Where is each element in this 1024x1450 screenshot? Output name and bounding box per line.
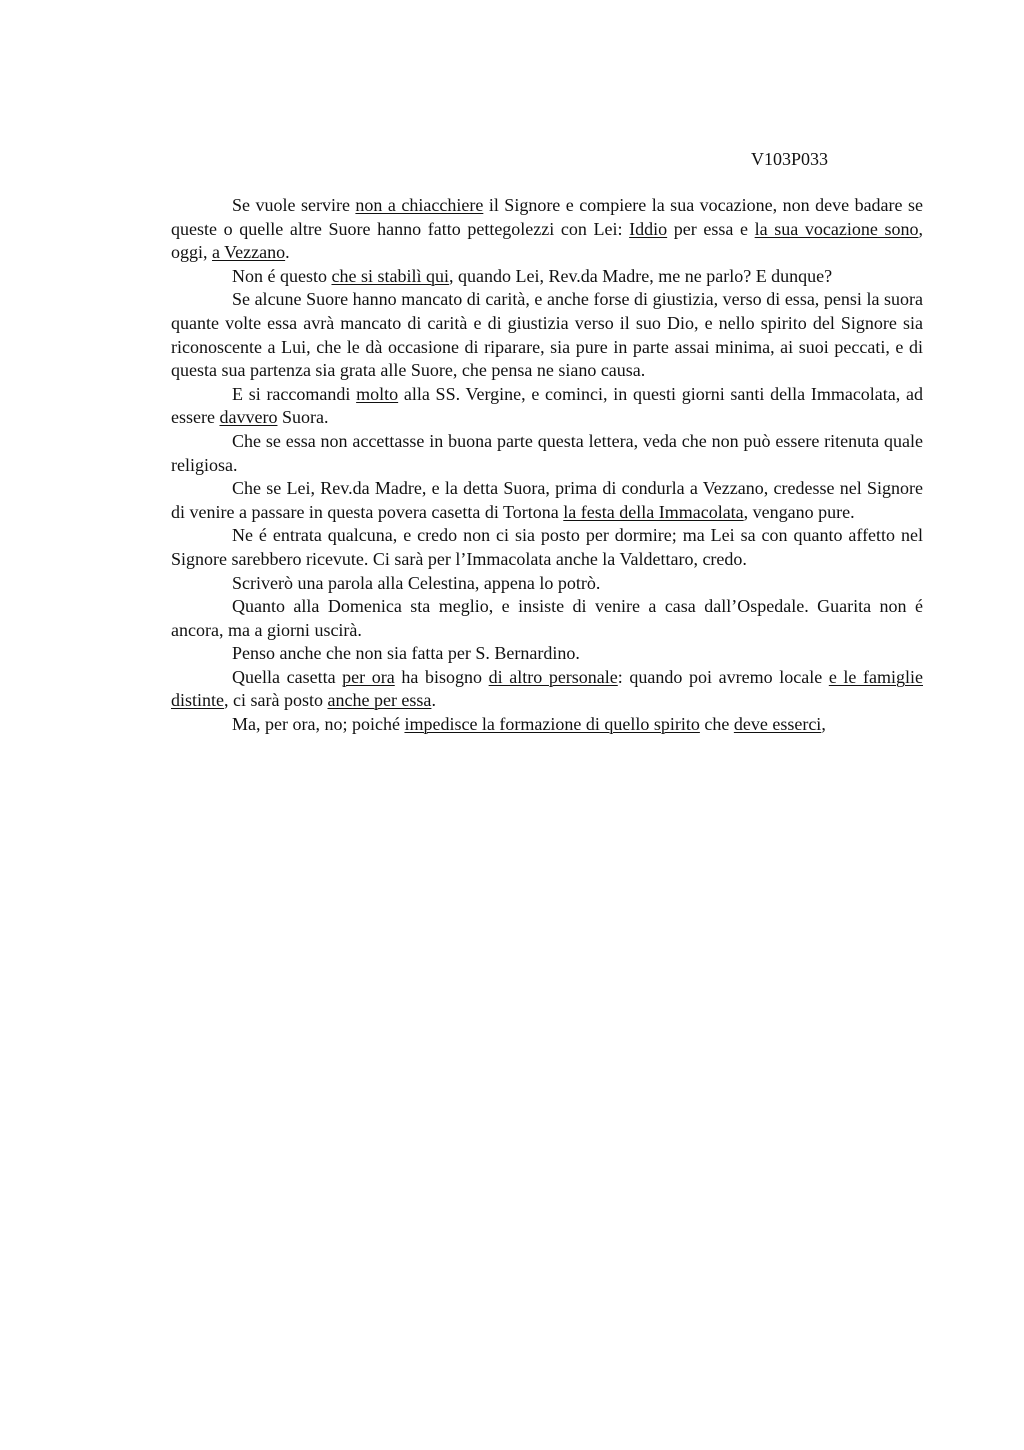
text-run: .: [431, 690, 436, 711]
paragraph: [171, 572, 923, 596]
text-run: per essa e: [667, 218, 755, 239]
text-run: Penso anche che non sia fatta per S. Bernardino.: [232, 643, 580, 664]
paragraph: [171, 713, 923, 737]
underlined-text: a Vezzano: [212, 242, 286, 263]
paragraph: [171, 430, 923, 477]
text-run: ,: [821, 714, 826, 735]
underlined-text: di altro personale: [488, 666, 618, 687]
underlined-text: anche per essa: [327, 690, 432, 711]
paragraph: [171, 666, 923, 713]
text-run: Che se essa non accettasse in buona parte questa lettera, veda che non può essere ritenuta quale religiosa.: [171, 430, 923, 475]
paragraph: [171, 477, 923, 524]
letter-body: [171, 194, 923, 737]
underlined-text: Iddio: [629, 218, 668, 239]
paragraph: [171, 595, 923, 642]
text-run: , quando Lei, Rev.da Madre, me ne parlo? E dunque?: [448, 265, 833, 286]
text-run: Se vuole servire: [232, 195, 356, 215]
paragraph: [171, 383, 923, 430]
text-run: , vengano pure.: [743, 501, 855, 522]
underlined-text: davvero: [219, 407, 278, 428]
paragraph: [171, 642, 923, 666]
paragraph: [171, 288, 923, 382]
underlined-text: e le famiglie distinte: [171, 666, 923, 711]
underlined-text: non a chiacchiere: [355, 195, 484, 215]
text-run: : quando poi avremo locale: [617, 666, 829, 687]
text-run: Quella casetta: [232, 666, 343, 687]
underlined-text: per ora: [342, 666, 395, 687]
underlined-text: che si stabilì qui: [331, 265, 449, 286]
paragraph: [171, 265, 923, 289]
underlined-text: la sua vocazione sono: [754, 218, 919, 239]
text-run: che: [699, 714, 734, 735]
text-run: Suora.: [277, 407, 329, 428]
underlined-text: deve esserci: [733, 714, 822, 735]
text-run: Ma, per ora, no; poiché: [232, 714, 405, 735]
text-run: .: [285, 242, 290, 263]
page-reference: V103P033: [751, 149, 829, 169]
text-run: ha bisogno: [394, 666, 489, 687]
underlined-text: impedisce la formazione di quello spirito: [404, 714, 700, 735]
text-run: , ci sarà posto: [224, 690, 328, 711]
text-run: alla SS. Vergine, e cominci, in questi giorni santi della Immacolata, ad essere: [171, 383, 923, 428]
text-run: Che se Lei, Rev.da Madre, e la detta Suora, prima di condurla a Vezzano, credesse nel Signore di venire a passare in questa povera casetta di Tortona: [171, 478, 923, 522]
text-run: Se alcune Suore hanno mancato di carità, e anche forse di giustizia, verso di essa, pensi la suora quante volte essa avrà mancato di carità e di giustizia verso il suo Dio, e nello spirito del Signore sia riconoscente a Lui, che le dà occasione di riparare, sia pure in parte assai minima, ai suoi peccati, e di questa sua partenza sia grata alle Suore, che pensa ne siano causa.: [171, 289, 923, 381]
underlined-text: molto: [356, 383, 399, 404]
paragraph: [171, 524, 923, 571]
text-run: Scriverò una parola alla Celestina, appena lo potrò.: [232, 572, 601, 593]
text-run: E si raccomandi: [232, 383, 357, 404]
underlined-text: la festa della Immacolata: [563, 501, 744, 522]
text-run: Non é questo: [232, 265, 332, 286]
text-run: Quanto alla Domenica sta meglio, e insiste di venire a casa dall’Ospedale. Guarita non é ancora, ma a giorni uscirà.: [171, 596, 923, 640]
paragraph: [171, 194, 923, 265]
text-run: , oggi,: [171, 218, 923, 263]
text-run: Ne é entrata qualcuna, e credo non ci sia posto per dormire; ma Lei sa con quanto affetto nel Signore sarebbero ricevute. Ci sarà per l’Immacolata anche la Valdettaro, credo.: [171, 525, 923, 569]
text-run: il Signore e compiere la sua vocazione, non deve badare se queste o quelle altre Suore hanno fatto pettegolezzi con Lei:: [171, 195, 924, 239]
